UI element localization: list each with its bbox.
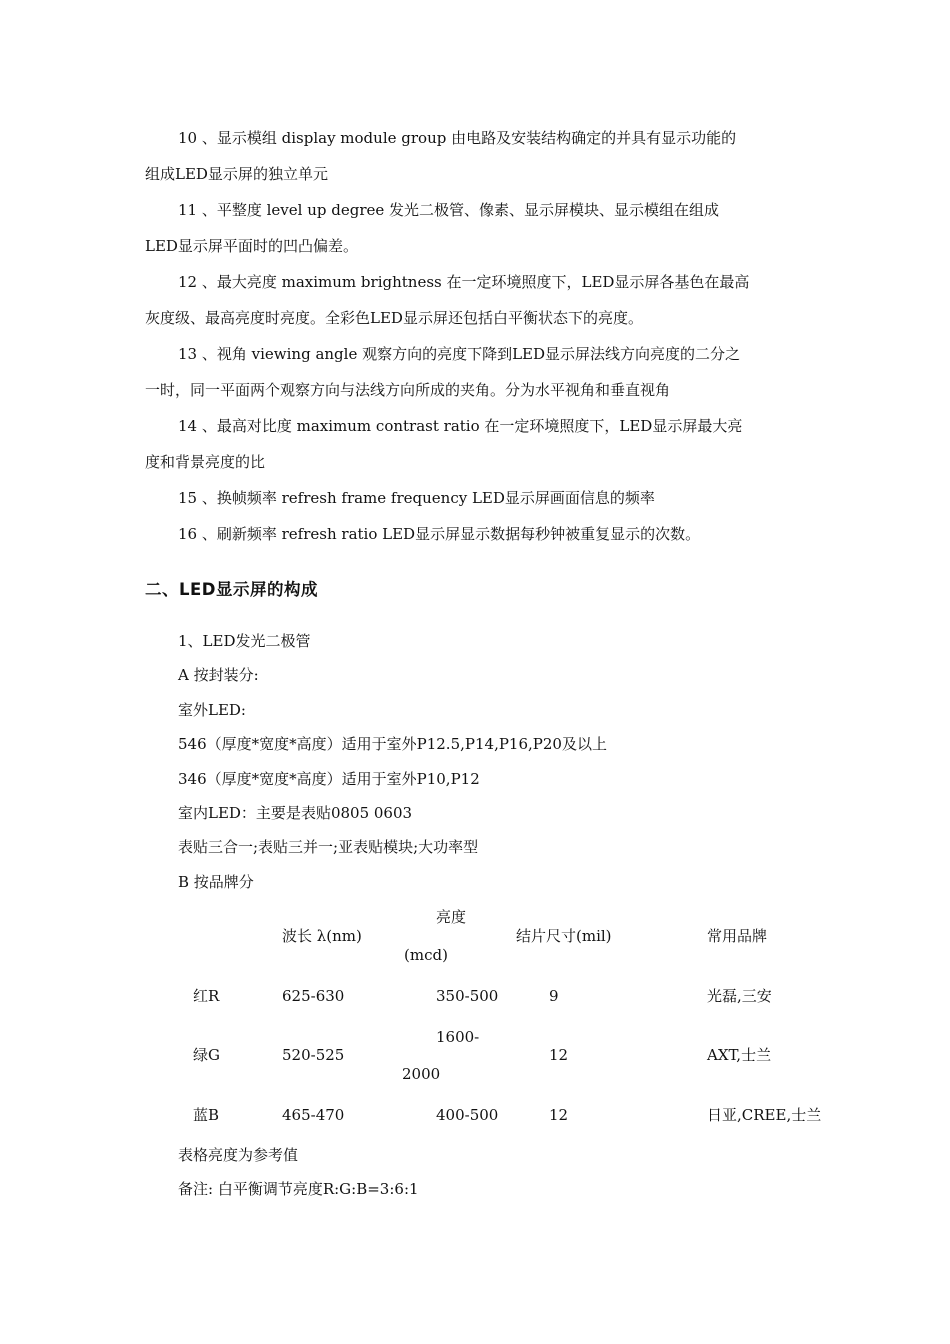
table-cell-brands: 光磊,三安 — [707, 987, 772, 1005]
definition-line: 度和背景亮度的比 — [145, 453, 266, 471]
section-heading: 二、LED显示屏的构成 — [145, 580, 318, 599]
table-cell-brightness-cont: 2000 — [402, 1065, 441, 1083]
definition-item — [145, 336, 810, 408]
table-cell-brands: AXT,士兰 — [707, 1046, 772, 1064]
definition-item — [145, 120, 810, 192]
table-cell-chip-size: 9 — [549, 987, 559, 1005]
table-header-brightness: 亮度 — [436, 908, 467, 926]
table-header-brightness-unit: (mcd) — [404, 946, 448, 964]
section-line: 表贴三合一;表贴三并一;亚表贴模块;大功率型 — [178, 838, 479, 857]
table-cell-color: 绿G — [193, 1046, 220, 1064]
table-cell-chip-size: 12 — [549, 1046, 569, 1064]
table-cell-brightness: 400-500 — [436, 1106, 499, 1124]
definition-line: 灰度级、最高亮度时亮度。全彩色LED显示屏还包括白平衡状态下的亮度。 — [145, 309, 643, 327]
table-cell-brightness: 1600- — [436, 1028, 480, 1046]
table-cell-brands: 日亚,CREE,士兰 — [707, 1106, 822, 1124]
definition-line: 14 、最高对比度 maximum contrast ratio 在一定环境照度下，LED显示屏最大亮 — [178, 417, 743, 435]
table-header-brands: 常用品牌 — [707, 927, 768, 945]
definition-item — [145, 408, 810, 480]
section-line: A 按封装分: — [178, 666, 259, 685]
definition-item — [145, 192, 810, 264]
definition-item — [145, 264, 810, 336]
table-header-chip-size: 结片尺寸(mil) — [516, 927, 612, 945]
table-cell-wavelength: 625-630 — [282, 987, 345, 1005]
table-notes — [178, 1138, 419, 1207]
section-line: 室外LED: — [178, 700, 246, 719]
definition-item — [145, 516, 810, 552]
definitions-list — [145, 120, 810, 552]
section-line: 1、LED发光二极管 — [178, 632, 311, 650]
definition-item — [145, 480, 810, 516]
definition-line: 一时，同一平面两个观察方向与法线方向所成的夹角。分为水平视角和垂直视角 — [145, 381, 671, 399]
table-cell-wavelength: 465-470 — [282, 1106, 345, 1124]
definition-line: 10 、显示模组 display module group 由电路及安装结构确定的并具有显示功能的 — [178, 129, 737, 147]
table-cell-chip-size: 12 — [549, 1106, 569, 1124]
table-cell-brightness: 350-500 — [436, 987, 499, 1005]
note-line: 表格亮度为参考值 — [178, 1146, 299, 1164]
table-cell-color: 蓝B — [193, 1106, 220, 1124]
section-body — [178, 624, 818, 899]
section-line: 室内LED：主要是表贴0805 0603 — [178, 804, 413, 823]
section-line: 346（厚度*宽度*高度）适用于室外P10,P12 — [178, 769, 480, 788]
section-line: 546（厚度*宽度*高度）适用于室外P12.5,P14,P16,P20及以上 — [178, 735, 607, 754]
definition-line: LED显示屏平面时的凹凸偏差。 — [145, 237, 358, 255]
table-cell-wavelength: 520-525 — [282, 1046, 345, 1064]
definition-line: 11 、平整度 level up degree 发光二极管、像素、显示屏模块、显示模组在组成 — [178, 201, 720, 219]
definition-line: 13 、视角 viewing angle 观察方向的亮度下降到LED显示屏法线方向亮度的二分之 — [178, 345, 741, 363]
note-line: 备注: 白平衡调节亮度R:G:B=3:6:1 — [178, 1180, 419, 1199]
definition-line: 16 、刷新频率 refresh ratio LED显示屏显示数据每秒钟被重复显示的次数。 — [178, 525, 701, 543]
table-cell-color: 红R — [193, 987, 220, 1005]
definition-line: 15 、换帧频率 refresh frame frequency LED显示屏画面信息的频率 — [178, 489, 655, 507]
definition-line: 组成LED显示屏的独立单元 — [145, 165, 328, 183]
section-line: B 按品牌分 — [178, 872, 254, 891]
definition-line: 12 、最大亮度 maximum brightness 在一定环境照度下，LED显示屏各基色在最高 — [178, 273, 750, 291]
table-header-wavelength: 波长 λ(nm) — [282, 927, 362, 945]
